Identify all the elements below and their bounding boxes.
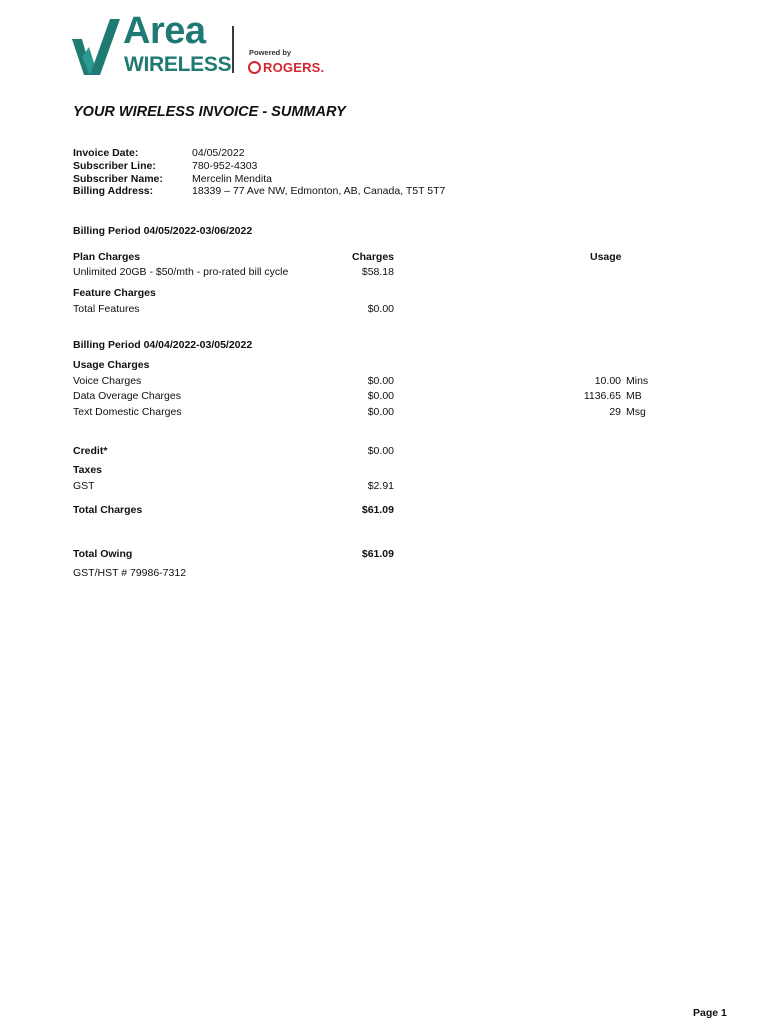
total-owing-amount: $61.09: [361, 548, 394, 560]
usage-item-qty: 10.00: [594, 375, 621, 387]
rogers-mark: .: [320, 60, 325, 75]
subscriber-name-value: Mercelin Mendita: [192, 173, 272, 185]
total-features-label: Total Features: [73, 303, 140, 315]
usage-item-unit: Msg: [626, 406, 646, 418]
invoice-heading: YOUR WIRELESS INVOICE - SUMMARY: [73, 104, 346, 120]
usage-item-amount: $0.00: [367, 390, 394, 402]
area-w-logo-icon: [72, 17, 122, 77]
subscriber-name-label: Subscriber Name:: [73, 173, 163, 185]
usage-item-amount: $0.00: [367, 406, 394, 418]
charges-column-header: Charges: [351, 251, 394, 263]
page-number: Page 1: [693, 1007, 727, 1019]
plan-item-amount: $58.18: [361, 266, 394, 278]
usage-item-label: Voice Charges: [73, 375, 142, 387]
usage-item-label: Text Domestic Charges: [73, 406, 182, 418]
total-charges-label: Total Charges: [73, 504, 143, 516]
usage-item-unit: Mins: [626, 375, 649, 387]
billing-period-2-title: Billing Period 04/04/2022-03/05/2022: [73, 339, 253, 351]
billing-address-value: 18339 – 77 Ave NW, Edmonton, AB, Canada, T5T 5T7: [192, 185, 446, 197]
billing-address-label: Billing Address:: [73, 185, 154, 197]
total-owing-label: Total Owing: [73, 548, 133, 560]
billing-period-1-title: Billing Period 04/05/2022-03/06/2022: [73, 225, 253, 237]
credit-amount: $0.00: [367, 445, 394, 457]
taxes-header: Taxes: [73, 464, 102, 476]
total-features-amount: $0.00: [367, 303, 394, 315]
gst-hst-number: GST/HST # 79986-7312: [73, 567, 187, 579]
usage-item-qty: 29: [609, 406, 621, 418]
gst-label: GST: [73, 480, 95, 492]
usage-column-header: Usage: [590, 251, 622, 263]
plan-charges-header: Plan Charges: [73, 251, 141, 263]
feature-charges-header: Feature Charges: [73, 287, 156, 299]
invoice-date-value: 04/05/2022: [192, 147, 245, 159]
total-charges-amount: $61.09: [361, 504, 394, 516]
usage-item-label: Data Overage Charges: [73, 390, 181, 402]
rogers-ring-icon: [248, 61, 261, 74]
area-wireless-logo: [72, 10, 325, 79]
usage-charges-header: Usage Charges: [73, 359, 150, 371]
subscriber-line-value: 780-952-4303: [192, 160, 258, 172]
logo-wireless-text: WIRELESS: [124, 53, 232, 76]
usage-item-unit: MB: [626, 390, 642, 402]
usage-item-qty: 1136.65: [583, 390, 621, 402]
rogers-text: ROGERS: [263, 60, 321, 75]
subscriber-line-label: Subscriber Line:: [73, 160, 156, 172]
plan-item-label: Unlimited 20GB - $50/mth - pro-rated bill cycle: [73, 266, 289, 278]
usage-item-amount: $0.00: [367, 375, 394, 387]
credit-label: Credit*: [73, 445, 108, 457]
gst-amount: $2.91: [367, 480, 394, 492]
powered-by-text: Powered by: [249, 48, 292, 57]
logo-area-text: Area: [123, 10, 206, 52]
invoice-date-label: Invoice Date:: [73, 147, 139, 159]
logo-divider: [232, 26, 234, 73]
